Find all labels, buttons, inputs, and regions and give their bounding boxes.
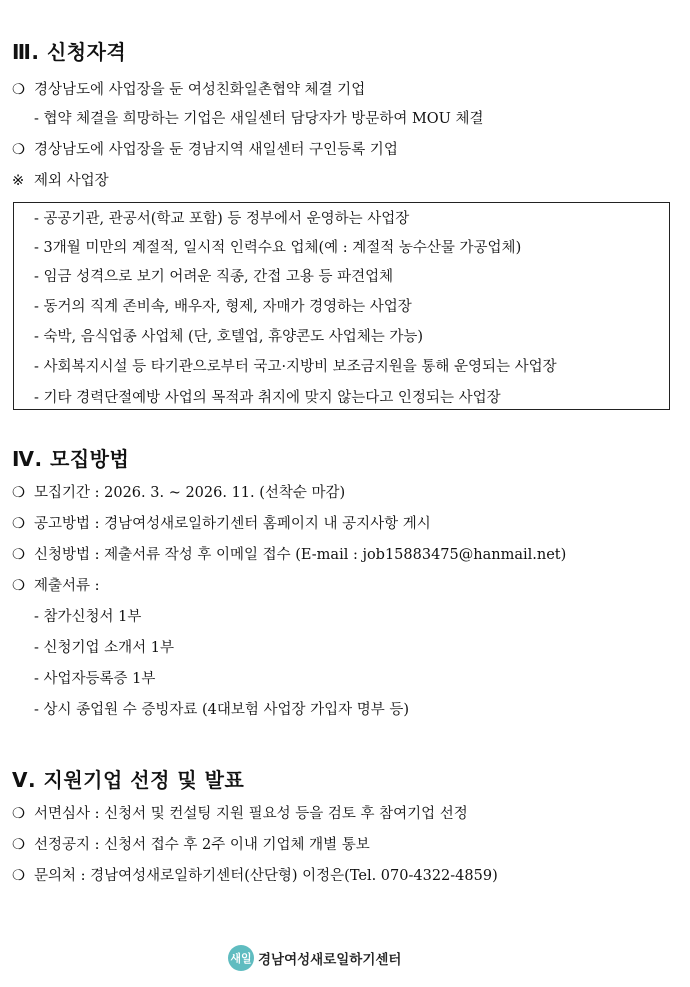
- circle-bullet-icon: ❍: [12, 578, 25, 594]
- circle-bullet-icon: ❍: [12, 82, 25, 98]
- recruit-item-period-text: 모집기간 : 2026. 3. ~ 2026. 11. (선착순 마감): [34, 485, 346, 501]
- recruit-item-method: [12, 543, 566, 564]
- saeil-logo-icon: 새일: [228, 945, 254, 971]
- recruit-item-period: [12, 481, 345, 502]
- section-3-title: Ⅲ. 신청자격: [12, 40, 127, 64]
- footer-logo: [228, 943, 401, 973]
- selection-item-announce: [12, 833, 370, 854]
- organization-name: 경남여성새로일하기센터: [258, 952, 402, 968]
- circle-bullet-icon: ❍: [12, 142, 25, 158]
- excluded-item: - 3개월 미만의 계절적, 일시적 인력수요 업체(예 : 계절적 농수산물 가공업체): [34, 240, 522, 256]
- recruit-item-docs-text: 제출서류 :: [34, 578, 100, 594]
- excluded-item: - 공공기관, 관공서(학교 포함) 등 정부에서 운영하는 사업장: [34, 211, 410, 227]
- selection-item-contact-text: 문의처 : 경남여성새로일하기센터(산단형) 이정은(Tel. 070-4322-4859): [34, 868, 498, 884]
- selection-item-announce-text: 선정공지 : 신청서 접수 후 2주 이내 기업체 개별 통보: [34, 837, 370, 853]
- eligibility-item-1-text: 경상남도에 사업장을 둔 여성친화일촌협약 체결 기업: [34, 82, 366, 98]
- recruit-item-notice-text: 공고방법 : 경남여성새로일하기센터 홈페이지 내 공지사항 게시: [34, 516, 431, 532]
- required-doc-item: - 사업자등록증 1부: [34, 671, 156, 687]
- circle-bullet-icon: ❍: [12, 837, 25, 853]
- eligibility-item-2: [12, 138, 398, 159]
- required-doc-item: - 신청기업 소개서 1부: [34, 640, 175, 656]
- selection-item-contact: [12, 864, 498, 885]
- excluded-heading: [12, 169, 109, 190]
- circle-bullet-icon: ❍: [12, 547, 25, 563]
- excluded-list-box: [13, 202, 670, 410]
- required-doc-item: - 상시 종업원 수 증빙자료 (4대보험 사업장 가입자 명부 등): [34, 702, 410, 718]
- excluded-item: - 동거의 직계 존비속, 배우자, 형제, 자매가 경영하는 사업장: [34, 299, 412, 315]
- circle-bullet-icon: ❍: [12, 485, 25, 501]
- selection-item-review-text: 서면심사 : 신청서 및 컨설팅 지원 필요성 등을 검토 후 참여기업 선정: [34, 806, 468, 822]
- excluded-item: - 사회복지시설 등 타기관으로부터 국고·지방비 보조금지원을 통해 운영되는 사업장: [34, 359, 557, 375]
- eligibility-item-2-text: 경상남도에 사업장을 둔 경남지역 새일센터 구인등록 기업: [34, 142, 398, 158]
- section-5-title: Ⅴ. 지원기업 선정 및 발표: [12, 768, 245, 792]
- recruit-item-notice: [12, 512, 431, 533]
- reference-mark-icon: ※: [12, 173, 25, 189]
- selection-item-review: [12, 802, 468, 823]
- eligibility-sub-item: - 협약 체결을 희망하는 기업은 새일센터 담당자가 방문하여 MOU 체결: [34, 111, 484, 127]
- recruit-item-method-text: 신청방법 : 제출서류 작성 후 이메일 접수 (E-mail : job15883475@hanmail.net): [34, 547, 567, 563]
- excluded-item: - 기타 경력단절예방 사업의 목적과 취지에 맞지 않는다고 인정되는 사업장: [34, 390, 501, 406]
- section-4-title: Ⅳ. 모집방법: [12, 447, 130, 471]
- excluded-item: - 임금 성격으로 보기 어려운 직종, 간접 고용 등 파견업체: [34, 269, 394, 285]
- excluded-item: - 숙박, 음식업종 사업체 (단, 호텔업, 휴양콘도 사업체는 가능): [34, 329, 424, 345]
- circle-bullet-icon: ❍: [12, 868, 25, 884]
- circle-bullet-icon: ❍: [12, 516, 25, 532]
- circle-bullet-icon: ❍: [12, 806, 25, 822]
- excluded-heading-text: 제외 사업장: [34, 173, 109, 189]
- recruit-item-docs: [12, 574, 100, 595]
- required-doc-item: - 참가신청서 1부: [34, 609, 142, 625]
- eligibility-item-1: [12, 78, 365, 99]
